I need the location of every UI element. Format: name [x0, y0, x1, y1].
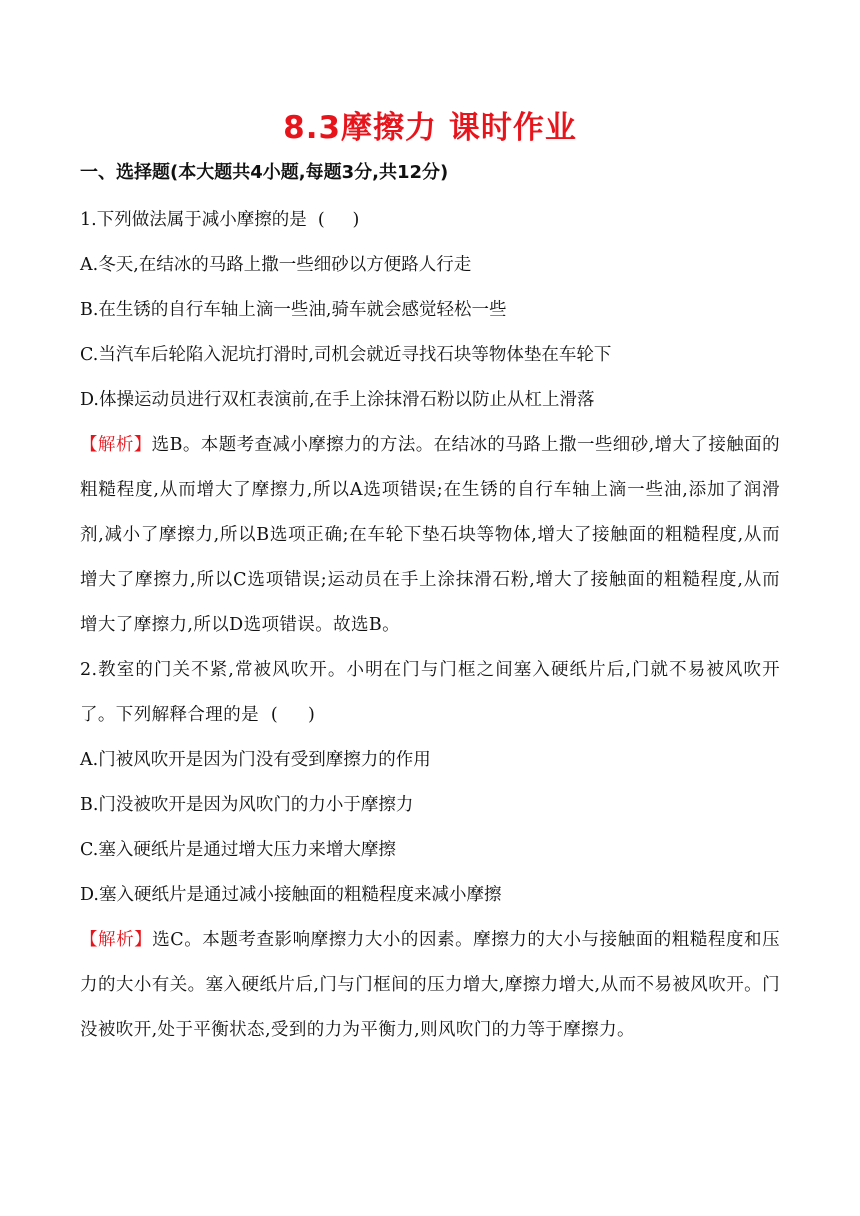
question-1-option-c: C.当汽车后轮陷入泥坑打滑时,司机会就近寻找石块等物体垫在车轮下 [80, 345, 612, 365]
analysis-tag: 【解析】 [80, 435, 152, 455]
question-2-stem-text: 2.教室的门关不紧,常被风吹开。小明在门与门框之间塞入硬纸片后,门就不易被风吹开了。下列解释合理的是 [80, 660, 780, 725]
section-heading: 一、选择题(本大题共4小题,每题3分,共12分) [80, 162, 449, 183]
question-1-option-b: B.在生锈的自行车轴上滴一些油,骑车就会感觉轻松一些 [80, 300, 507, 320]
analysis-text: 选C。本题考查影响摩擦力大小的因素。摩擦力的大小与接触面的粗糙程度和压力的大小有关。塞入硬纸片后,门与门框间的压力增大,摩擦力增大,从而不易被风吹开。门没被吹开,处于平衡状态,受到的力为平衡力,则风吹门的力等于摩擦力。 [80, 930, 780, 1040]
question-2-analysis [80, 918, 780, 1053]
question-2-option-d: D.塞入硬纸片是通过减小接触面的粗糙程度来减小摩擦 [80, 885, 502, 905]
question-1-option-a: A.冬天,在结冰的马路上撒一些细砂以方便路人行走 [80, 255, 472, 275]
question-2-option-a: A.门被风吹开是因为门没有受到摩擦力的作用 [80, 750, 431, 770]
question-1-stem-text: 1.下列做法属于减小摩擦的是 [80, 210, 307, 230]
answer-blank: ( ) [259, 705, 316, 725]
analysis-text: 选B。本题考查减小摩擦力的方法。在结冰的马路上撒一些细砂,增大了接触面的粗糙程度,从而增大了摩擦力,所以A选项错误;在生锈的自行车轴上滴一些油,添加了润滑剂,减小了摩擦力,所以B选项正确;在车轮下垫石块等物体,增大了接触面的粗糙程度,从而增大了摩擦力,所以C选项错误;运动员在手上涂抹滑石粉,增大了接触面的粗糙程度,从而增大了摩擦力,所以D选项错误。故选B。 [80, 435, 780, 635]
question-2-stem [80, 648, 780, 738]
question-1-analysis [80, 423, 780, 648]
question-1-stem [80, 198, 780, 243]
page-title: 8.3摩擦力 课时作业 [283, 110, 577, 146]
document-body [80, 198, 780, 1053]
question-1-option-d: D.体操运动员进行双杠表演前,在手上涂抹滑石粉以防止从杠上滑落 [80, 390, 595, 410]
question-2-option-b: B.门没被吹开是因为风吹门的力小于摩擦力 [80, 795, 414, 815]
question-2-option-c: C.塞入硬纸片是通过增大压力来增大摩擦 [80, 840, 396, 860]
answer-blank: ( ) [306, 210, 360, 230]
analysis-tag: 【解析】 [80, 930, 153, 950]
